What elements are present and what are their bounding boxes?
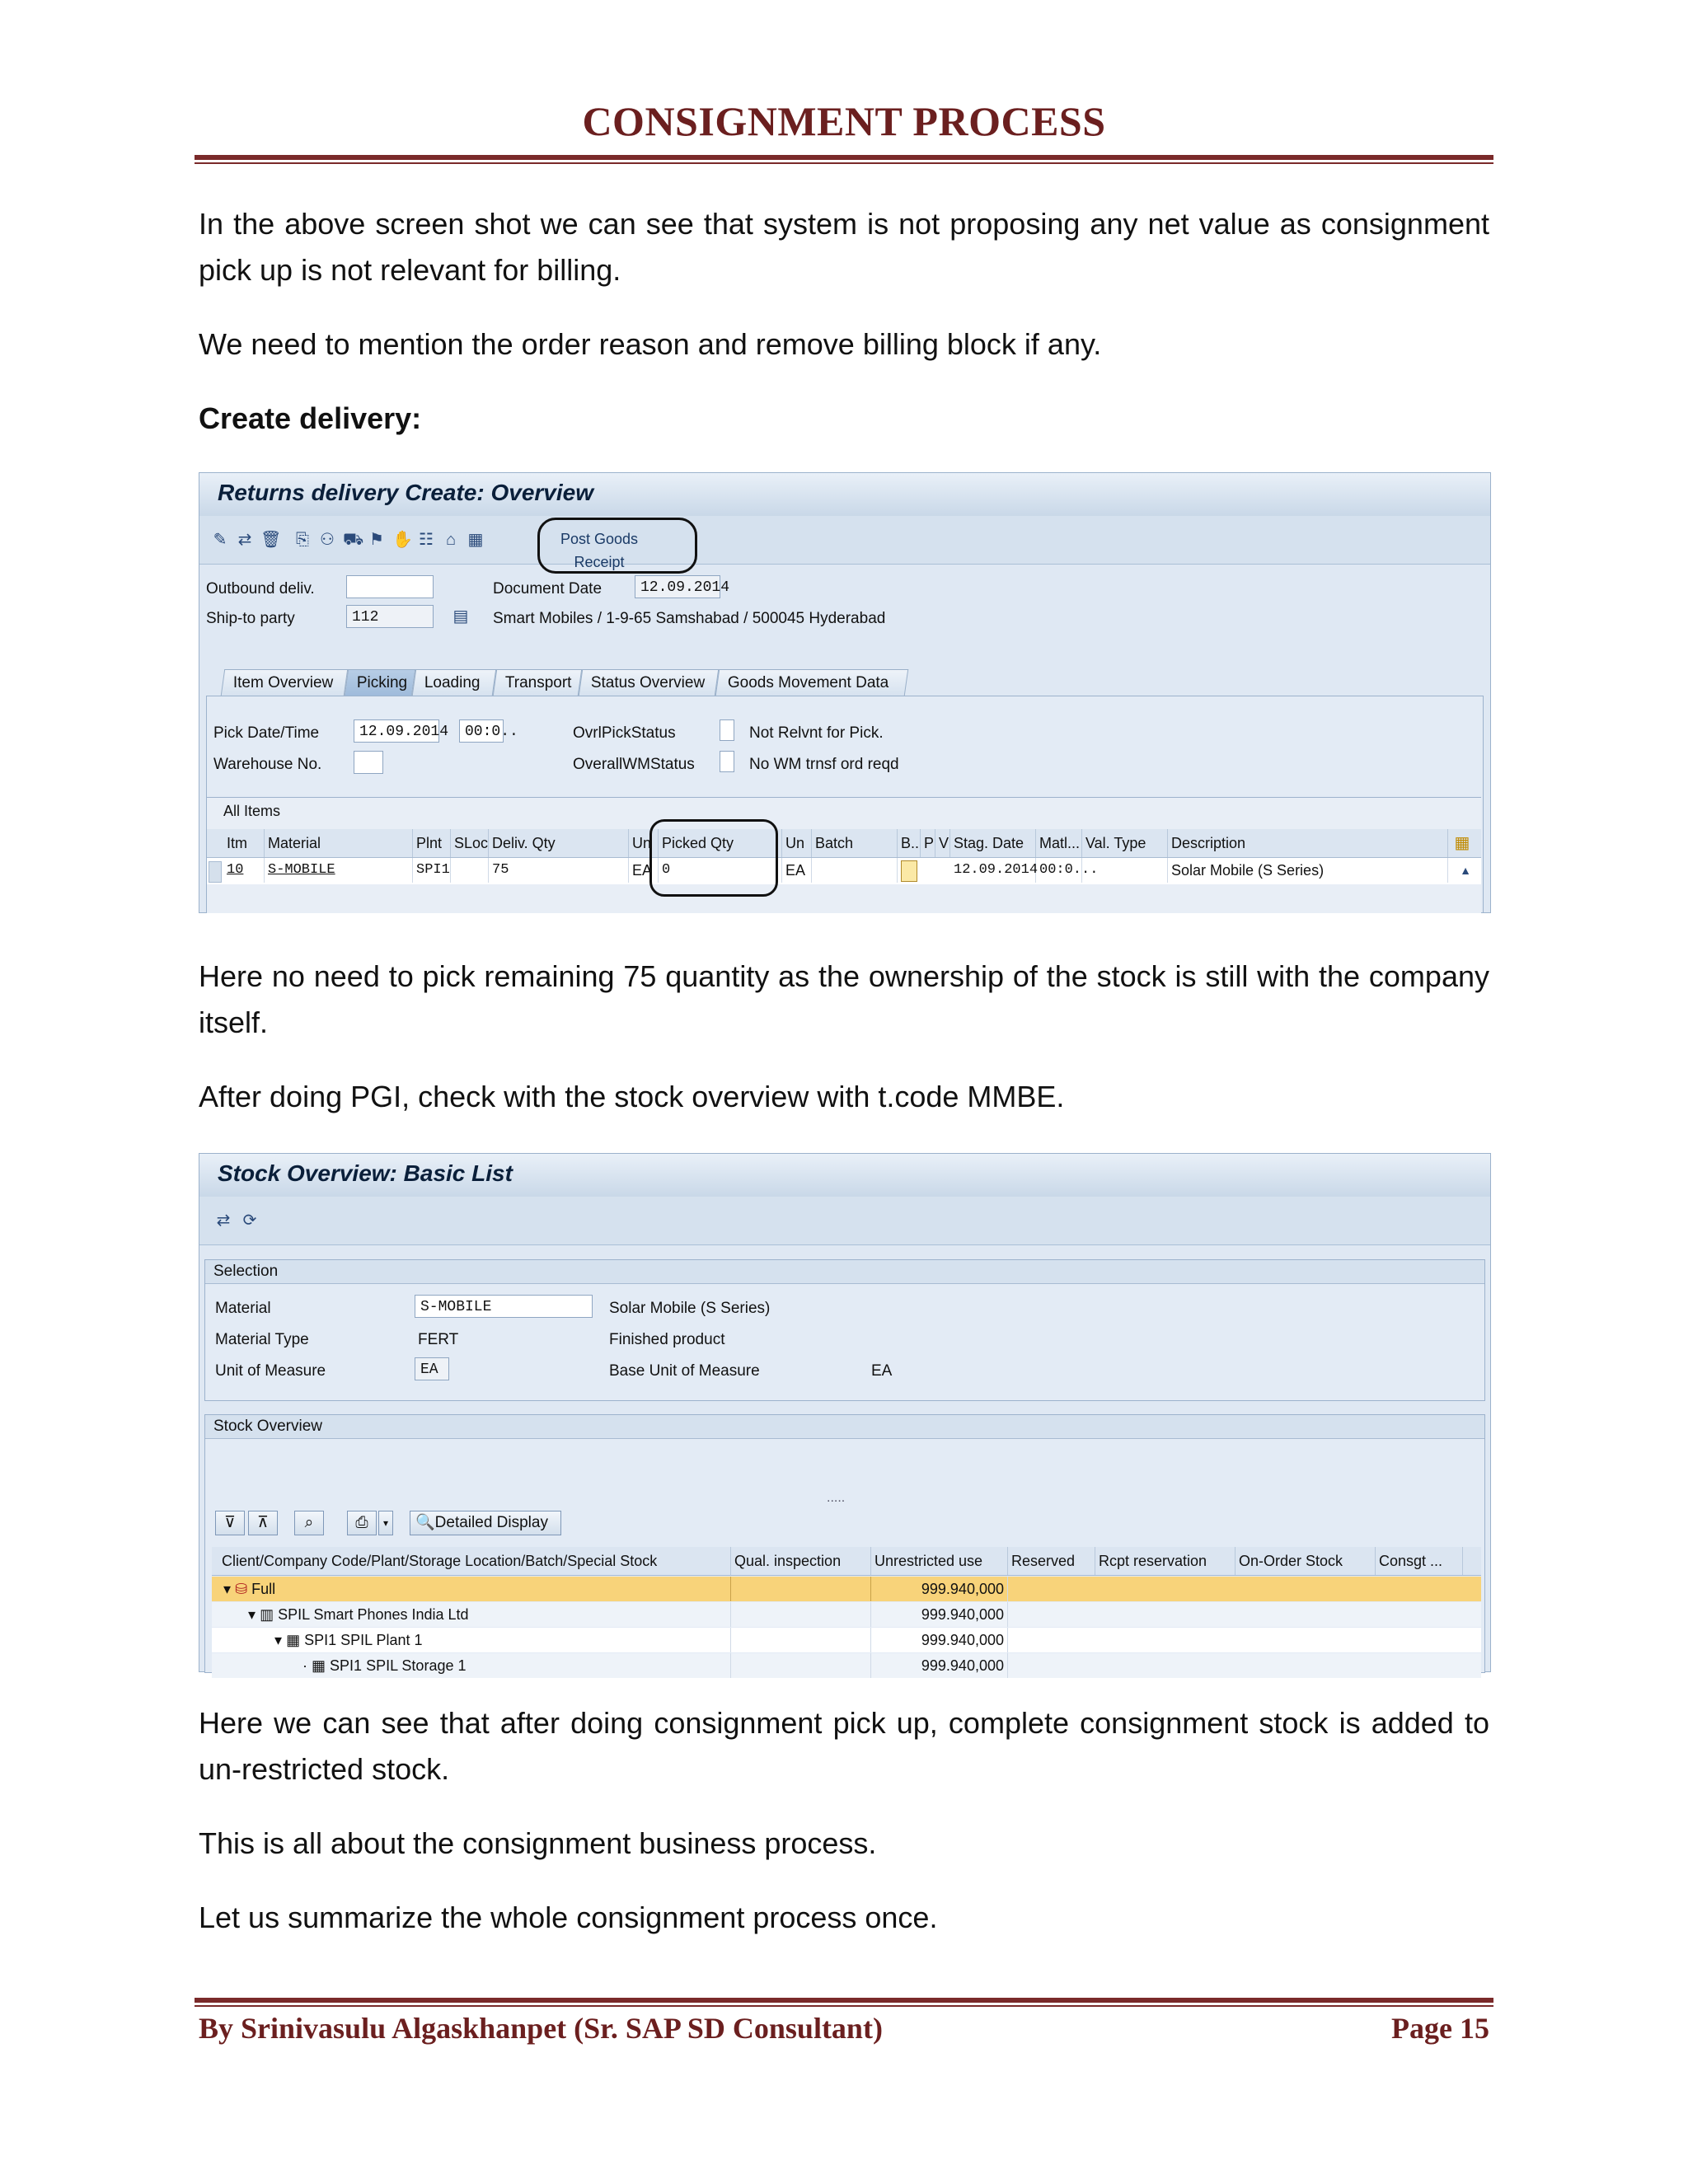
splitter-handle[interactable]: ..... xyxy=(827,1491,846,1505)
find-icon[interactable]: ⌕ xyxy=(294,1511,324,1535)
stock-overview-header xyxy=(205,1415,1484,1439)
uom-field[interactable]: EA xyxy=(415,1357,449,1380)
magnifier-icon: 🔍 xyxy=(415,1514,435,1531)
pick-time-field[interactable]: 00:0.. xyxy=(459,719,504,743)
col-batch[interactable]: Batch xyxy=(812,829,898,857)
paragraph-4: Here no need to pick remaining 75 quantity as the ownership of the stock is still with the company itself. xyxy=(199,959,1489,1039)
row-stag-date[interactable]: 12.09.2014 xyxy=(950,858,1036,883)
tab-picking[interactable]: Picking xyxy=(345,669,415,696)
row-val-type[interactable] xyxy=(1082,858,1168,883)
display-change-icon[interactable]: ⇄ xyxy=(216,1212,231,1230)
col-reserved[interactable]: Reserved xyxy=(1008,1547,1095,1575)
picking-panel xyxy=(206,696,1484,913)
col-p[interactable]: P xyxy=(921,829,935,857)
print-icon[interactable]: ⎙ xyxy=(347,1511,377,1535)
footer-page-number: Page 15 xyxy=(1391,2012,1489,2045)
paragraph-8: Let us summarize the whole consignment process once. xyxy=(199,1900,938,1934)
stock-titlebar xyxy=(199,1154,1490,1197)
row-picked-qty[interactable]: 0 xyxy=(659,858,782,883)
table-row[interactable] xyxy=(207,858,1481,884)
row-material[interactable]: S-MOBILE xyxy=(265,858,413,883)
row-qual-inspection xyxy=(731,1602,871,1627)
header-icon[interactable]: ⎘ xyxy=(296,531,309,549)
material-type-description: Finished product xyxy=(609,1331,725,1348)
row-qual-inspection xyxy=(731,1577,871,1601)
col-description[interactable]: Description xyxy=(1168,829,1448,857)
stock-overview-screenshot xyxy=(199,1153,1491,1672)
row-selector[interactable] xyxy=(209,861,222,883)
delivery-title: Returns delivery Create: Overview xyxy=(218,480,593,505)
header-rule xyxy=(195,155,1493,160)
scroll-up-icon[interactable]: ▲ xyxy=(1460,864,1471,877)
row-itm: 10 xyxy=(223,858,265,883)
row-hierarchy: ▾ ▥ SPIL Smart Phones India Ltd xyxy=(212,1602,731,1627)
table-row[interactable] xyxy=(212,1653,1481,1678)
row-deliv-qty[interactable]: 75 xyxy=(489,858,629,883)
bullet-icon: · xyxy=(302,1657,307,1674)
plant-icon: ▦ xyxy=(286,1632,301,1648)
base-uom-value: EA xyxy=(871,1362,893,1380)
items-grid-header xyxy=(207,829,1481,858)
paragraph-1: In the above screen shot we can see that system is not proposing any net value as consignment pick up is not relevant for billing. xyxy=(199,207,1489,287)
ship-to-address: Smart Mobiles / 1-9-65 Samshabad / 500045 Hyderabad xyxy=(493,610,886,627)
overall-wm-status-box xyxy=(720,751,734,772)
address-icon[interactable]: ▤ xyxy=(452,607,469,626)
paragraph-7: This is all about the consignment business process. xyxy=(199,1826,877,1860)
col-hierarchy[interactable]: Client/Company Code/Plant/Storage Location/Batch/Special Stock xyxy=(212,1547,731,1575)
row-unrestricted: 999.940,000 xyxy=(871,1577,1008,1601)
row-matl[interactable]: 00:0... xyxy=(1036,858,1082,883)
refresh-icon[interactable]: ⟳ xyxy=(242,1212,257,1230)
row-unrestricted: 999.940,000 xyxy=(871,1602,1008,1627)
tab-loading[interactable]: Loading xyxy=(412,669,496,696)
col-plnt[interactable]: Plnt xyxy=(413,829,451,857)
expand-arrow-icon[interactable]: ▾ xyxy=(223,1581,232,1597)
document-date-label: Document Date xyxy=(493,580,603,598)
overall-wm-status-text: No WM trnsf ord reqd xyxy=(749,756,899,773)
footer-author: By Srinivasulu Algaskhanpet (Sr. SAP SD Consultant) xyxy=(199,2012,883,2045)
uom-label: Unit of Measure xyxy=(215,1362,326,1380)
row-un: EA xyxy=(629,858,659,883)
expand-all-icon[interactable]: ⊽ xyxy=(215,1511,245,1535)
col-rcpt-reservation[interactable]: Rcpt reservation xyxy=(1095,1547,1236,1575)
col-val-type[interactable]: Val. Type xyxy=(1082,829,1168,857)
page-title: CONSIGNMENT PROCESS xyxy=(582,98,1106,144)
col-sloc[interactable]: SLoc xyxy=(451,829,489,857)
warehouse-input[interactable] xyxy=(354,751,383,774)
stock-grid-header xyxy=(212,1547,1481,1576)
selection-header xyxy=(205,1260,1484,1284)
stock-overview-panel xyxy=(204,1414,1485,1673)
annotation-circle-pgr xyxy=(537,518,697,574)
table-row[interactable] xyxy=(212,1628,1481,1652)
tab-item-overview[interactable]: Item Overview xyxy=(221,669,348,696)
row-unrestricted: 999.940,000 xyxy=(871,1653,1008,1678)
paragraph-6: Here we can see that after doing consignment pick up, complete consignment stock is added to un-restricted stock. xyxy=(199,1706,1489,1786)
selection-label: Selection xyxy=(213,1263,279,1280)
col-un2[interactable]: Un xyxy=(782,829,812,857)
delivery-tabstrip xyxy=(223,669,1475,697)
material-type-value: FERT xyxy=(418,1331,459,1348)
delete-icon[interactable]: 🗑 xyxy=(260,531,282,549)
row-hierarchy: ▾ ▦ SPI1 SPIL Plant 1 xyxy=(212,1628,731,1652)
paragraph-5: After doing PGI, check with the stock overview with t.code MMBE. xyxy=(199,1080,1065,1113)
display-change-icon[interactable]: ⇄ xyxy=(237,531,252,549)
outbound-deliv-label: Outbound deliv. xyxy=(206,580,315,598)
document-date-field[interactable]: 12.09.2014 xyxy=(635,575,720,598)
tab-status-overview[interactable]: Status Overview xyxy=(579,669,719,696)
ovrl-pick-status-label: OvrlPickStatus xyxy=(573,724,676,742)
truck-icon[interactable]: ⛟ xyxy=(343,531,364,549)
stock-title: Stock Overview: Basic List xyxy=(218,1160,513,1186)
pick-date-label: Pick Date/Time xyxy=(213,724,320,742)
company-icon: ▥ xyxy=(260,1606,274,1623)
col-unrestricted-use[interactable]: Unrestricted use xyxy=(871,1547,1008,1575)
material-type-label: Material Type xyxy=(215,1331,309,1348)
all-items-label: All Items xyxy=(223,803,281,819)
warehouse-icon[interactable]: ⌂ xyxy=(445,531,457,549)
row-qual-inspection xyxy=(731,1653,871,1678)
ship-to-label: Ship-to party xyxy=(206,610,295,627)
table-row[interactable] xyxy=(212,1577,1481,1601)
material-label: Material xyxy=(215,1300,271,1317)
detailed-display-button[interactable]: 🔍Detailed Display xyxy=(410,1511,561,1535)
row-batch[interactable] xyxy=(812,858,898,883)
paragraph-2: We need to mention the order reason and remove billing block if any. xyxy=(199,327,1102,361)
stock-overview-label: Stock Overview xyxy=(213,1418,322,1435)
col-material[interactable]: Material xyxy=(265,829,413,857)
row-hierarchy: ▾ ⛁ Full xyxy=(212,1577,731,1601)
footer-rule xyxy=(195,1998,1493,2003)
delivery-toolbar xyxy=(199,516,1490,570)
col-picked-qty[interactable]: Picked Qty xyxy=(659,829,782,857)
post-goods-receipt-button[interactable]: Post Goods Receipt xyxy=(560,531,639,570)
section-heading-create-delivery: Create delivery: xyxy=(199,401,422,435)
col-itm[interactable]: Itm xyxy=(223,829,265,857)
col-un[interactable]: Un xyxy=(629,829,659,857)
header-rule-thin xyxy=(195,162,1493,164)
transport-icon[interactable]: ⚑ xyxy=(369,531,384,549)
ovrl-pick-status-box xyxy=(720,719,734,741)
overall-wm-status-label: OverallWMStatus xyxy=(573,756,695,773)
stock-toolbar xyxy=(199,1197,1490,1245)
print-dropdown-icon[interactable]: ▾ xyxy=(378,1511,393,1535)
row-unrestricted: 999.940,000 xyxy=(871,1628,1008,1652)
footer-rule-thin xyxy=(195,2005,1493,2007)
selection-panel xyxy=(204,1259,1485,1401)
expand-arrow-icon[interactable]: ▾ xyxy=(274,1632,283,1648)
row-sloc[interactable] xyxy=(451,858,489,883)
grid-icon[interactable]: ▦ xyxy=(467,531,484,549)
base-uom-label: Base Unit of Measure xyxy=(609,1362,760,1380)
col-b[interactable]: B.. xyxy=(898,829,921,857)
col-deliv-qty[interactable]: Deliv. Qty xyxy=(489,829,629,857)
warehouse-label: Warehouse No. xyxy=(213,756,322,773)
column-config-icon[interactable]: ▦ xyxy=(1454,834,1470,852)
row-qual-inspection xyxy=(731,1628,871,1652)
col-on-order-stock[interactable]: On-Order Stock xyxy=(1236,1547,1376,1575)
table-row[interactable] xyxy=(212,1602,1481,1627)
annotation-circle-picked-qty xyxy=(649,819,778,897)
edit-icon[interactable]: ✎ xyxy=(213,531,227,549)
col-consgt[interactable]: Consgt ... xyxy=(1376,1547,1463,1575)
row-plant: SPI1 xyxy=(413,858,451,883)
expand-arrow-icon[interactable]: ▾ xyxy=(248,1606,256,1623)
batch-icon[interactable]: ☷ xyxy=(419,531,434,549)
material-field[interactable]: S-MOBILE xyxy=(415,1295,593,1318)
col-qual-inspection[interactable]: Qual. inspection xyxy=(731,1547,871,1575)
items-grid xyxy=(207,797,1481,913)
delivery-titlebar xyxy=(199,473,1490,517)
col-v[interactable]: V xyxy=(935,829,950,857)
partner-icon[interactable]: ⚇ xyxy=(320,531,335,549)
col-stag-date[interactable]: Stag. Date xyxy=(950,829,1036,857)
tab-goods-movement-data[interactable]: Goods Movement Data xyxy=(715,669,908,696)
pick-icon[interactable]: ✋ xyxy=(392,531,413,549)
tab-transport[interactable]: Transport xyxy=(493,669,582,696)
collapse-all-icon[interactable]: ⊼ xyxy=(248,1511,278,1535)
pick-date-field[interactable]: 12.09.2014 xyxy=(354,719,439,743)
outbound-deliv-input[interactable] xyxy=(346,575,434,598)
col-matl[interactable]: Matl... xyxy=(1036,829,1082,857)
ship-to-field[interactable]: 112 xyxy=(346,605,434,628)
row-batch-split-indicator[interactable] xyxy=(901,860,917,882)
material-description: Solar Mobile (S Series) xyxy=(609,1300,771,1317)
row-hierarchy: · ▦ SPI1 SPIL Storage 1 xyxy=(212,1653,731,1678)
row-un2: EA xyxy=(782,858,812,883)
delivery-screenshot xyxy=(199,472,1491,913)
ovrl-pick-status-text: Not Relvnt for Pick. xyxy=(749,724,884,742)
row-description: Solar Mobile (S Series) xyxy=(1168,858,1448,883)
full-icon: ⛁ xyxy=(235,1581,248,1597)
storage-icon: ▦ xyxy=(312,1657,326,1674)
